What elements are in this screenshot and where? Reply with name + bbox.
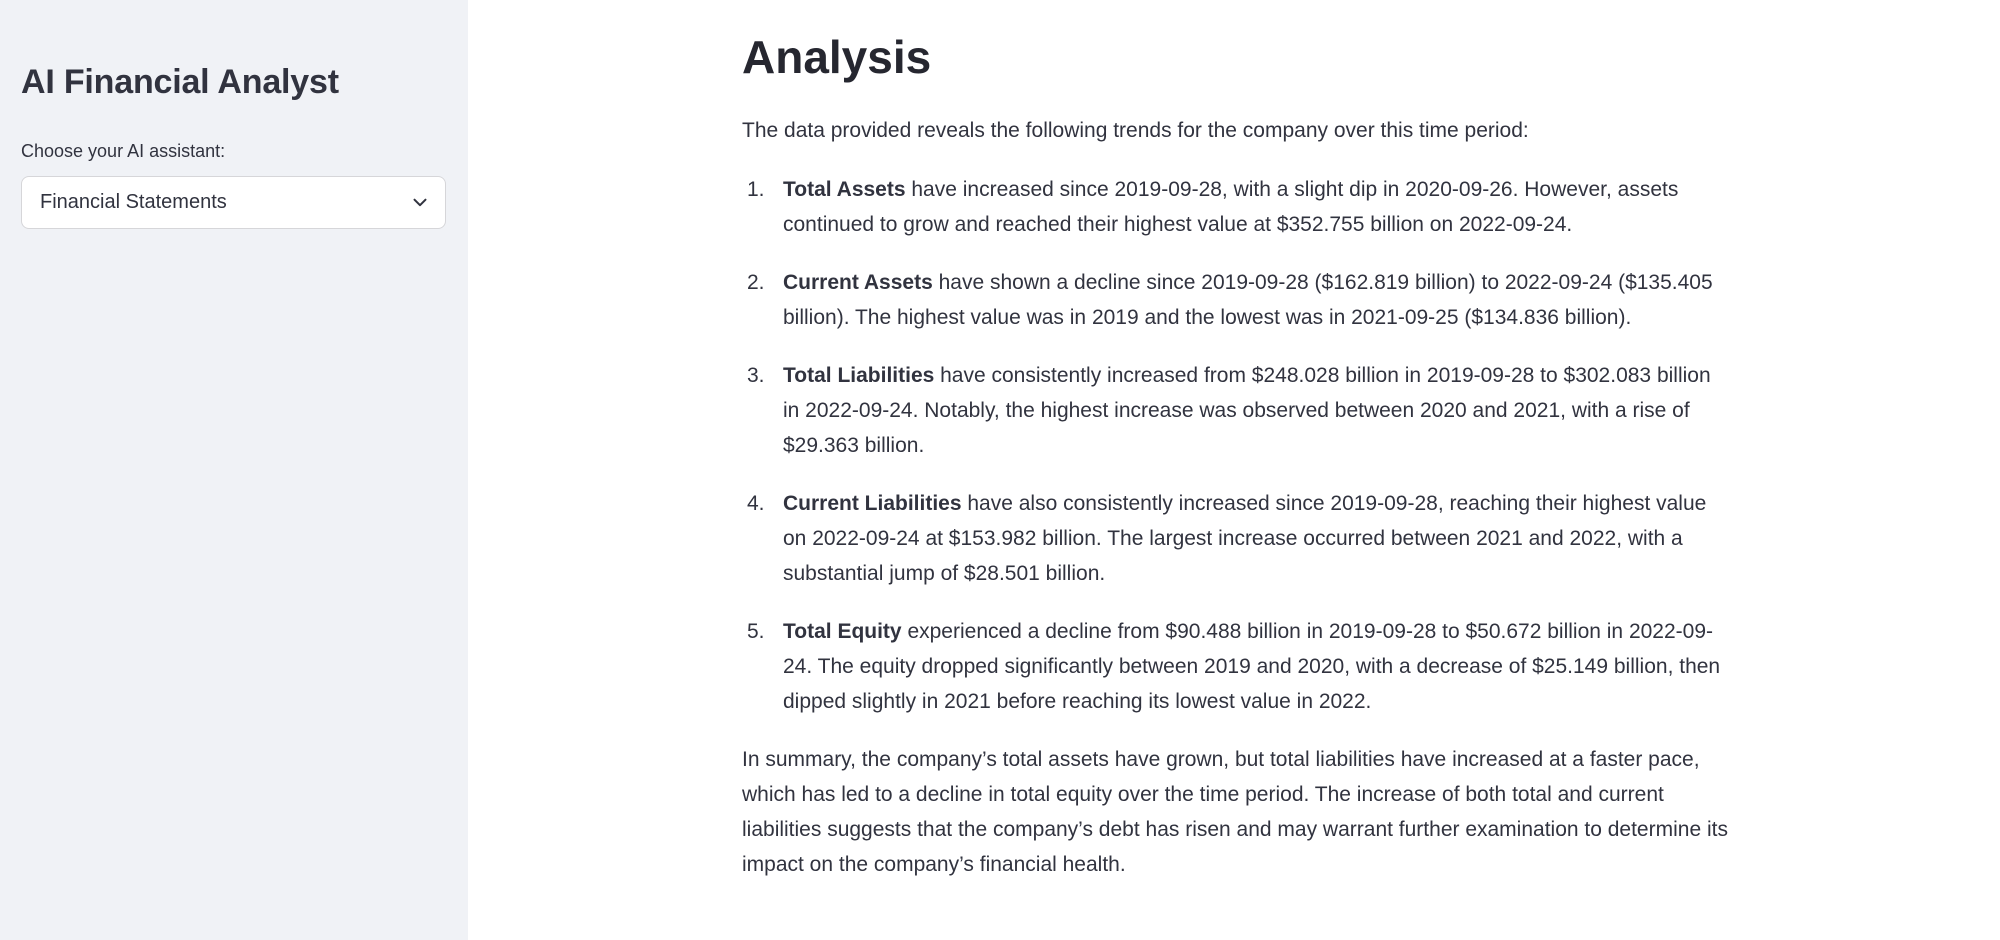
assistant-selectbox[interactable]	[21, 176, 446, 229]
list-item-number: 3.	[747, 364, 765, 388]
list-item-term: Total Equity	[783, 620, 902, 644]
list-item	[742, 614, 1732, 719]
list-item-term: Current Liabilities	[783, 492, 962, 516]
list-item-text: have consistently increased from $248.028 billion in 2019-09-28 to $302.083 billion in 2022-09-24. Notably, the highest increase was observed between 2020 and 2021, with a rise of $29.363 billion.	[783, 364, 1711, 458]
list-item	[742, 358, 1732, 463]
analysis-heading: Analysis	[742, 31, 932, 83]
assistant-selectbox-value: Financial Statements	[40, 190, 227, 213]
main-content	[468, 0, 2000, 940]
list-item-term: Current Assets	[783, 271, 933, 295]
list-item-text: have also consistently increased since 2019-09-28, reaching their highest value on 2022-09-24 at $153.982 billion. The largest increase occurred between 2021 and 2022, with a substantial jump of $28.501 billion.	[783, 492, 1707, 586]
list-item	[742, 486, 1732, 591]
list-item-text: have increased since 2019-09-28, with a slight dip in 2020-09-26. However, assets continued to grow and reached their highest value at $352.755 billion on 2022-09-24.	[783, 178, 1679, 237]
list-item-body	[783, 265, 1732, 335]
list-item-body	[783, 614, 1732, 719]
list-item-body	[783, 172, 1732, 242]
intro-paragraph: The data provided reveals the following trends for the company over this time period:	[742, 119, 1529, 143]
list-item-number: 2.	[747, 271, 765, 295]
assistant-select-label: Choose your AI assistant:	[21, 140, 226, 161]
list-item-text: experienced a decline from $90.488 billion in 2019-09-28 to $50.672 billion in 2022-09-24. The equity dropped significantly between 2019 and 2020, with a decrease of $25.149 billion, then dipped slightly in 2021 before reaching its lowest value in 2022.	[783, 620, 1721, 714]
list-item-body	[783, 486, 1732, 591]
list-item-term: Total Liabilities	[783, 364, 935, 388]
app-title: AI Financial Analyst	[21, 63, 339, 101]
chevron-down-icon	[409, 191, 431, 213]
list-item-number: 5.	[747, 620, 765, 644]
list-item-number: 4.	[747, 492, 765, 516]
summary-paragraph: In summary, the company’s total assets have grown, but total liabilities have increased at a faster pace, which has led to a decline in total equity over the time period. The increase of both total and current liabilities suggests that the company’s debt has risen and may warrant further examination to determine its impact on the company’s financial health.	[742, 748, 1728, 877]
list-item-text: have shown a decline since 2019-09-28 ($162.819 billion) to 2022-09-24 ($135.405 billion). The highest value was in 2019 and the lowest was in 2021-09-25 ($134.836 billion).	[783, 271, 1713, 330]
sidebar	[0, 0, 468, 940]
list-item-term: Total Assets	[783, 178, 906, 202]
list-item	[742, 265, 1732, 335]
list-item	[742, 172, 1732, 242]
list-item-body	[783, 358, 1732, 463]
list-item-number: 1.	[747, 178, 765, 202]
trends-list	[742, 172, 1732, 719]
